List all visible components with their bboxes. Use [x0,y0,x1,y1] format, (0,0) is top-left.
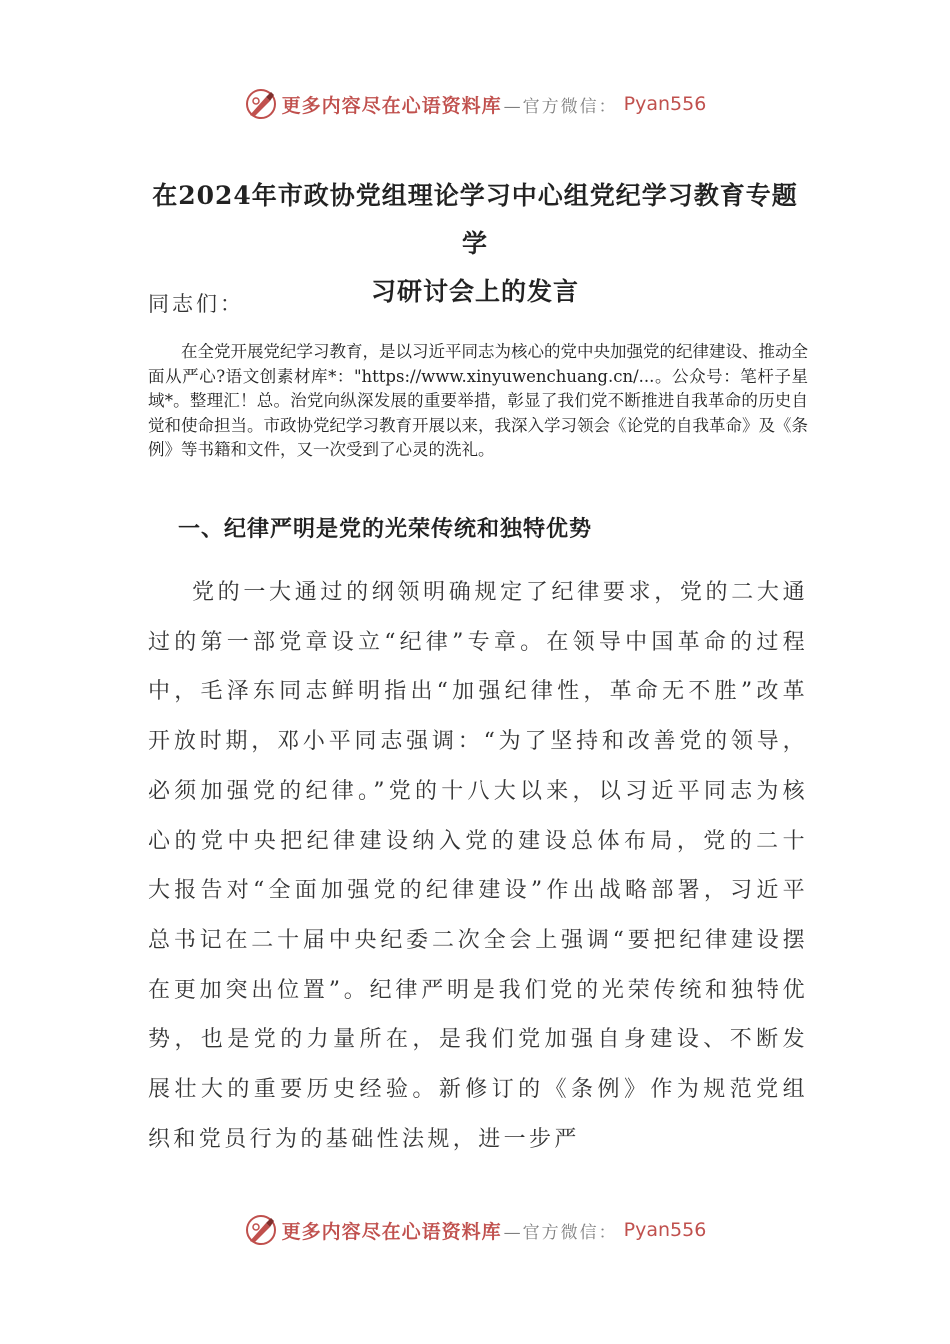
footer-banner [0,1208,950,1252]
pen-logo-icon [244,87,278,121]
body-paragraph-1: 党的一大通过的纲领明确规定了纪律要求，党的二大通过的第一部党章设立“纪律”专章。在领导中国革命的过程中，毛泽东同志鲜明指出“加强纪律性，革命无不胜”改革开放时期，邓小平同志强调：“为了坚持和改善党的领导，必须加强党的纪律。”党的十八大以来，以习近平同志为核心的党中央把纪律建设纳入党的建设总体布局，党的二十大报告对“全面加强党的纪律建设”作出战略部署，习近平总书记在二十届中央纪委二次全会上强调“要把纪律建设摆在更加突出位置”。纪律严明是我们党的光荣传统和独特优势，也是党的力量所在，是我们党加强自身建设、不断发展壮大的重要历史经验。新修订的《条例》作为规范党组织和党员行为的基础性法规，进一步严 [148,580,808,1152]
intro-paragraph: 在全党开展党纪学习教育，是以习近平同志为核心的党中央加强党的纪律建设、推动全面从严心?语文创素材库*："https://www.xinyuwenchuang.cn/...。公众号：笔杆子星域*。整理汇！总。治党向纵深发展的重要举措，彰显了我们党不断推进自我革命的历史自觉和使命担当。市政协党纪学习教育开展以来，我深入学习领会《论党的自我革命》及《条例》等书籍和文件，又一次受到了心灵的洗礼。 [148,342,808,459]
banner-sub-text: —官方微信： [503,96,618,117]
salutation: 同志们： [148,292,244,316]
banner-wechat-id: Pyan556 [623,1219,707,1241]
header-banner [0,82,950,126]
title-line-1: 在2024年市政协党组理论学习中心组党纪学习教育专题学 [152,181,798,258]
pen-logo-icon [244,1213,278,1247]
section-heading-1: 一、纪律严明是党的光荣传统和独特优势 [178,516,593,542]
banner-sub-text: —官方微信： [503,1222,618,1243]
title-line-2: 习研讨会上的发言 [370,277,579,306]
banner-main-text: 更多内容尽在心语资料库 [281,94,502,117]
banner-main-text: 更多内容尽在心语资料库 [281,1220,502,1243]
banner-wechat-id: Pyan556 [623,93,707,115]
